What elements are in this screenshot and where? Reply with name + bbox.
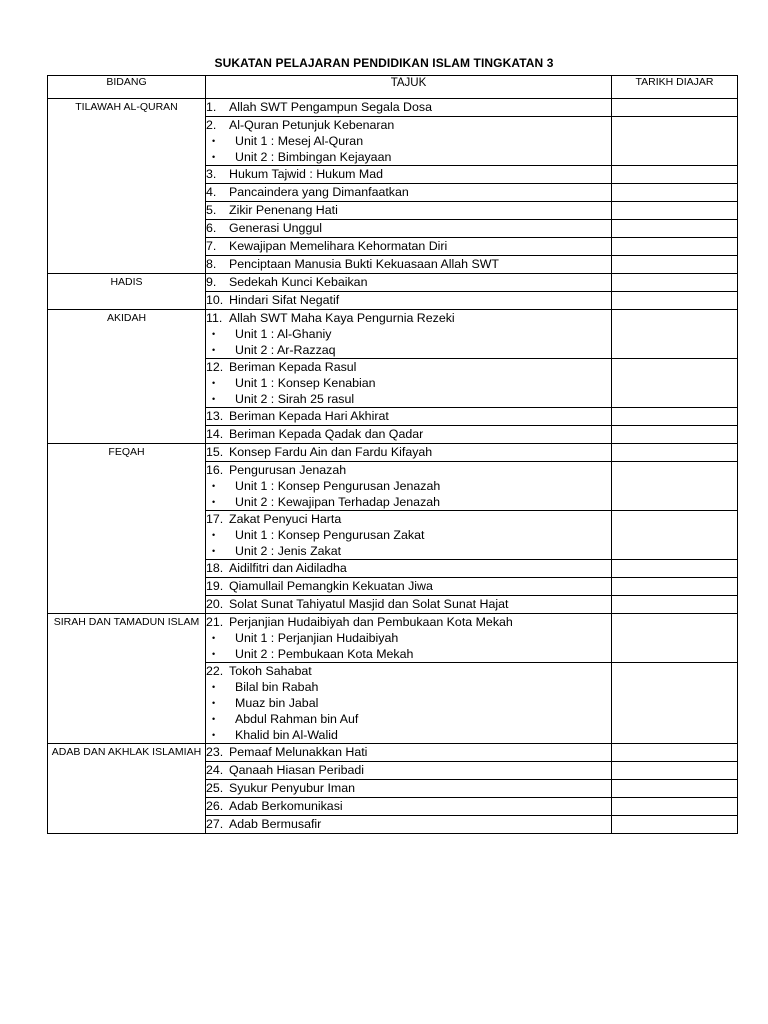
topic-title: Beriman Kepada Qadak dan Qadar bbox=[229, 427, 424, 441]
topic-cell bbox=[206, 117, 612, 166]
unit-list bbox=[206, 375, 611, 407]
topic-cell bbox=[206, 184, 612, 202]
unit-label: Unit 1 : Konsep Pengurusan Jenazah bbox=[235, 479, 441, 493]
tarikh-diajar-cell bbox=[612, 99, 738, 117]
topic-title: Tokoh Sahabat bbox=[229, 664, 312, 678]
unit-item bbox=[206, 679, 611, 695]
topic-line bbox=[206, 202, 611, 218]
unit-label: Unit 1 : Konsep Kenabian bbox=[235, 376, 376, 390]
topic-number: 10. bbox=[206, 293, 224, 307]
unit-item bbox=[206, 391, 611, 407]
topic-line bbox=[206, 578, 611, 594]
table-row bbox=[48, 274, 738, 292]
tarikh-diajar-cell bbox=[612, 238, 738, 256]
bullet-icon: • bbox=[212, 497, 216, 507]
topic-number: 26. bbox=[206, 799, 224, 813]
topic-title: Qanaah Hiasan Peribadi bbox=[229, 763, 365, 777]
topic-number: 14. bbox=[206, 427, 224, 441]
topic-title: Generasi Unggul bbox=[229, 221, 322, 235]
unit-item bbox=[206, 695, 611, 711]
topic-title: Hindari Sifat Negatif bbox=[229, 293, 340, 307]
topic-number: 1. bbox=[206, 100, 217, 114]
topic-cell bbox=[206, 256, 612, 274]
topic-number: 13. bbox=[206, 409, 224, 423]
topic-title: Allah SWT Pengampun Segala Dosa bbox=[229, 100, 432, 114]
tarikh-diajar-cell bbox=[612, 663, 738, 744]
topic-line bbox=[206, 560, 611, 576]
topic-line bbox=[206, 238, 611, 254]
bullet-icon: • bbox=[212, 530, 216, 540]
topic-cell bbox=[206, 596, 612, 614]
unit-item bbox=[206, 727, 611, 743]
unit-label: Unit 2 : Kewajipan Terhadap Jenazah bbox=[235, 495, 441, 509]
topic-title: Allah SWT Maha Kaya Pengurnia Rezeki bbox=[229, 311, 455, 325]
topic-title: Pancaindera yang Dimanfaatkan bbox=[229, 185, 409, 199]
tarikh-diajar-cell bbox=[612, 166, 738, 184]
unit-label: Unit 1 : Perjanjian Hudaibiyah bbox=[235, 631, 399, 645]
topic-number: 9. bbox=[206, 275, 217, 289]
unit-list bbox=[206, 630, 611, 662]
bullet-icon: • bbox=[212, 649, 216, 659]
tarikh-diajar-cell bbox=[612, 426, 738, 444]
topic-number: 2. bbox=[206, 118, 217, 132]
unit-item bbox=[206, 342, 611, 358]
bullet-icon: • bbox=[212, 698, 216, 708]
tarikh-diajar-cell bbox=[612, 117, 738, 166]
tarikh-diajar-cell bbox=[612, 511, 738, 560]
table-row bbox=[48, 444, 738, 462]
table-row bbox=[48, 310, 738, 359]
unit-item bbox=[206, 478, 611, 494]
topic-number: 25. bbox=[206, 781, 224, 795]
topic-line bbox=[206, 408, 611, 424]
unit-item bbox=[206, 375, 611, 391]
syllabus-table bbox=[47, 75, 738, 834]
topic-title: Syukur Penyubur Iman bbox=[229, 781, 356, 795]
unit-item bbox=[206, 646, 611, 662]
topic-line bbox=[206, 596, 611, 612]
unit-label: Abdul Rahman bin Auf bbox=[235, 712, 359, 726]
topic-line bbox=[206, 220, 611, 236]
topic-title: Zakat Penyuci Harta bbox=[229, 512, 342, 526]
topic-cell bbox=[206, 408, 612, 426]
unit-list bbox=[206, 527, 611, 559]
topic-number: 18. bbox=[206, 561, 224, 575]
bullet-icon: • bbox=[212, 546, 216, 556]
bidang-cell: SIRAH DAN TAMADUN ISLAM bbox=[48, 614, 206, 744]
bidang-cell: TILAWAH AL-QURAN bbox=[48, 99, 206, 274]
tarikh-diajar-cell bbox=[612, 202, 738, 220]
topic-line bbox=[206, 780, 611, 796]
bullet-icon: • bbox=[212, 329, 216, 339]
topic-number: 8. bbox=[206, 257, 217, 271]
unit-list bbox=[206, 679, 611, 743]
bullet-icon: • bbox=[212, 152, 216, 162]
topic-line bbox=[206, 744, 611, 760]
unit-item bbox=[206, 133, 611, 149]
bullet-icon: • bbox=[212, 394, 216, 404]
unit-item bbox=[206, 543, 611, 559]
header-tarikh-diajar: TARIKH DIAJAR bbox=[612, 76, 738, 99]
unit-item bbox=[206, 711, 611, 727]
topic-line bbox=[206, 359, 611, 375]
topic-cell bbox=[206, 310, 612, 359]
tarikh-diajar-cell bbox=[612, 359, 738, 408]
topic-line bbox=[206, 762, 611, 778]
topic-title: Pengurusan Jenazah bbox=[229, 463, 347, 477]
unit-item bbox=[206, 527, 611, 543]
tarikh-diajar-cell bbox=[612, 292, 738, 310]
topic-title: Hukum Tajwid : Hukum Mad bbox=[229, 167, 384, 181]
tarikh-diajar-cell bbox=[612, 578, 738, 596]
unit-list bbox=[206, 326, 611, 358]
topic-title: Penciptaan Manusia Bukti Kekuasaan Allah SWT bbox=[229, 257, 499, 271]
topic-title: Adab Berkomunikasi bbox=[229, 799, 343, 813]
unit-label: Khalid bin Al-Walid bbox=[235, 728, 338, 742]
table-body bbox=[48, 99, 738, 834]
topic-cell bbox=[206, 359, 612, 408]
topic-number: 11. bbox=[206, 311, 223, 325]
tarikh-diajar-cell bbox=[612, 780, 738, 798]
unit-label: Unit 2 : Sirah 25 rasul bbox=[235, 392, 355, 406]
topic-cell bbox=[206, 202, 612, 220]
topic-cell bbox=[206, 444, 612, 462]
tarikh-diajar-cell bbox=[612, 816, 738, 834]
topic-number: 12. bbox=[206, 360, 224, 374]
table-header-row bbox=[48, 76, 738, 99]
unit-label: Unit 2 : Pembukaan Kota Mekah bbox=[235, 647, 414, 661]
tarikh-diajar-cell bbox=[612, 744, 738, 762]
bullet-icon: • bbox=[212, 378, 216, 388]
topic-cell bbox=[206, 462, 612, 511]
unit-label: Unit 1 : Mesej Al-Quran bbox=[235, 134, 364, 148]
topic-line bbox=[206, 166, 611, 182]
topic-number: 7. bbox=[206, 239, 217, 253]
unit-label: Unit 2 : Bimbingan Kejayaan bbox=[235, 150, 392, 164]
unit-item bbox=[206, 326, 611, 342]
topic-line bbox=[206, 99, 611, 115]
topic-line bbox=[206, 310, 611, 326]
tarikh-diajar-cell bbox=[612, 256, 738, 274]
bullet-icon: • bbox=[212, 136, 216, 146]
topic-line bbox=[206, 444, 611, 460]
topic-cell bbox=[206, 780, 612, 798]
topic-number: 22. bbox=[206, 664, 224, 678]
tarikh-diajar-cell bbox=[612, 408, 738, 426]
topic-number: 20. bbox=[206, 597, 224, 611]
bidang-cell: HADIS bbox=[48, 274, 206, 310]
topic-line bbox=[206, 256, 611, 272]
bullet-icon: • bbox=[212, 481, 216, 491]
tarikh-diajar-cell bbox=[612, 220, 738, 238]
topic-title: Kewajipan Memelihara Kehormatan Diri bbox=[229, 239, 448, 253]
header-tajuk: TAJUK bbox=[206, 76, 612, 99]
topic-title: Aidilfitri dan Aidiladha bbox=[229, 561, 347, 575]
topic-line bbox=[206, 511, 611, 527]
topic-cell bbox=[206, 166, 612, 184]
unit-label: Unit 2 : Ar-Razzaq bbox=[235, 343, 336, 357]
unit-label: Muaz bin Jabal bbox=[235, 696, 319, 710]
topic-cell bbox=[206, 274, 612, 292]
bullet-icon: • bbox=[212, 714, 216, 724]
unit-list bbox=[206, 133, 611, 165]
topic-title: Qiamullail Pemangkin Kekuatan Jiwa bbox=[229, 579, 433, 593]
topic-title: Solat Sunat Tahiyatul Masjid dan Solat Sunat Hajat bbox=[229, 597, 509, 611]
topic-title: Beriman Kepada Hari Akhirat bbox=[229, 409, 389, 423]
topic-title: Sedekah Kunci Kebaikan bbox=[229, 275, 368, 289]
topic-cell bbox=[206, 762, 612, 780]
topic-number: 19. bbox=[206, 579, 224, 593]
topic-number: 27. bbox=[206, 817, 224, 831]
topic-line bbox=[206, 663, 611, 679]
header-bidang: BIDANG bbox=[48, 76, 206, 99]
tarikh-diajar-cell bbox=[612, 310, 738, 359]
topic-number: 15. bbox=[206, 445, 224, 459]
table-row bbox=[48, 744, 738, 762]
topic-title: Adab Bermusafir bbox=[229, 817, 322, 831]
bidang-cell: ADAB DAN AKHLAK ISLAMIAH bbox=[48, 744, 206, 834]
topic-line bbox=[206, 426, 611, 442]
topic-number: 6. bbox=[206, 221, 217, 235]
bullet-icon: • bbox=[212, 345, 216, 355]
topic-cell bbox=[206, 578, 612, 596]
topic-number: 23. bbox=[206, 745, 224, 759]
topic-number: 4. bbox=[206, 185, 217, 199]
topic-title: Beriman Kepada Rasul bbox=[229, 360, 357, 374]
table-row bbox=[48, 99, 738, 117]
topic-cell bbox=[206, 511, 612, 560]
tarikh-diajar-cell bbox=[612, 560, 738, 578]
tarikh-diajar-cell bbox=[612, 762, 738, 780]
tarikh-diajar-cell bbox=[612, 614, 738, 663]
topic-line bbox=[206, 292, 611, 308]
tarikh-diajar-cell bbox=[612, 184, 738, 202]
page-title: SUKATAN PELAJARAN PENDIDIKAN ISLAM TINGKATAN 3 bbox=[214, 56, 554, 70]
topic-line bbox=[206, 274, 611, 290]
bullet-icon: • bbox=[212, 633, 216, 643]
unit-label: Unit 2 : Jenis Zakat bbox=[235, 544, 342, 558]
topic-line bbox=[206, 798, 611, 814]
topic-cell bbox=[206, 798, 612, 816]
topic-line bbox=[206, 614, 611, 630]
topic-cell bbox=[206, 99, 612, 117]
unit-label: Unit 1 : Al-Ghaniy bbox=[235, 327, 332, 341]
topic-line bbox=[206, 117, 611, 133]
topic-number: 5. bbox=[206, 203, 217, 217]
topic-number: 24. bbox=[206, 763, 224, 777]
topic-title: Pemaaf Melunakkan Hati bbox=[229, 745, 368, 759]
unit-list bbox=[206, 478, 611, 510]
tarikh-diajar-cell bbox=[612, 274, 738, 292]
unit-item bbox=[206, 149, 611, 165]
bidang-cell: AKIDAH bbox=[48, 310, 206, 444]
table-row bbox=[48, 614, 738, 663]
topic-line bbox=[206, 816, 611, 832]
tarikh-diajar-cell bbox=[612, 596, 738, 614]
tarikh-diajar-cell bbox=[612, 444, 738, 462]
unit-item bbox=[206, 630, 611, 646]
topic-number: 16. bbox=[206, 463, 224, 477]
topic-line bbox=[206, 184, 611, 200]
topic-number: 21. bbox=[206, 615, 224, 629]
topic-cell bbox=[206, 663, 612, 744]
unit-label: Unit 1 : Konsep Pengurusan Zakat bbox=[235, 528, 425, 542]
topic-cell bbox=[206, 292, 612, 310]
tarikh-diajar-cell bbox=[612, 462, 738, 511]
topic-title: Perjanjian Hudaibiyah dan Pembukaan Kota Mekah bbox=[229, 615, 513, 629]
bullet-icon: • bbox=[212, 682, 216, 692]
topic-title: Konsep Fardu Ain dan Fardu Kifayah bbox=[229, 445, 433, 459]
tarikh-diajar-cell bbox=[612, 798, 738, 816]
bidang-cell: FEQAH bbox=[48, 444, 206, 614]
topic-cell bbox=[206, 560, 612, 578]
topic-cell bbox=[206, 614, 612, 663]
topic-cell bbox=[206, 426, 612, 444]
unit-item bbox=[206, 494, 611, 510]
topic-title: Zikir Penenang Hati bbox=[229, 203, 338, 217]
topic-cell bbox=[206, 744, 612, 762]
bullet-icon: • bbox=[212, 730, 216, 740]
topic-cell bbox=[206, 238, 612, 256]
topic-cell bbox=[206, 816, 612, 834]
topic-cell bbox=[206, 220, 612, 238]
topic-title: Al-Quran Petunjuk Kebenaran bbox=[229, 118, 395, 132]
topic-number: 3. bbox=[206, 167, 217, 181]
unit-label: Bilal bin Rabah bbox=[235, 680, 319, 694]
topic-line bbox=[206, 462, 611, 478]
topic-number: 17. bbox=[206, 512, 224, 526]
